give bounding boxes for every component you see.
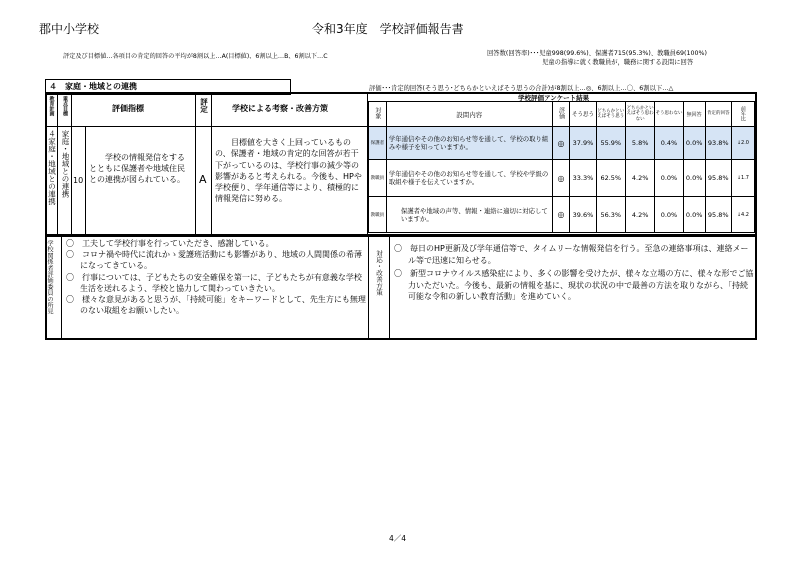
th-positive: 肯定的回答 <box>705 102 731 127</box>
header-rating: 評定 <box>199 98 209 113</box>
header-analysis: 学校による考察・改善方策 <box>232 104 328 113</box>
row-eval: ◎ <box>552 160 570 197</box>
row-no-answer: 0.0% <box>683 160 705 197</box>
survey-row <box>369 197 755 233</box>
plan-analysis: 目標値を大きく上回っているものの、保護者・地域の肯定的な回答が若干下がっているのは、学校行事の減少等の影響があると考えられる。今後も、HPや学校便り、学年通信等により、積極的に情報発信に努める。 <box>215 138 362 204</box>
row-prev: ↓2.0 <box>731 127 754 160</box>
row-no-answer: 0.0% <box>683 127 705 160</box>
row-somewhat-disagree: 4.2% <box>625 197 654 233</box>
row-positive: 95.8% <box>705 160 731 197</box>
plan-rating: A <box>199 173 207 186</box>
row-target: 教職員 <box>369 197 387 233</box>
row-prev: ↓4.2 <box>731 197 754 233</box>
th-evaluation: 評価 <box>552 102 570 127</box>
row-agree: 33.3% <box>570 160 596 197</box>
section-title: ４ 家庭・地域との連携 <box>49 82 137 91</box>
response-item: 〇 毎日のHP更新及び学年通信等で、タイムリーな情報発信を行う。至急の連絡事項は、連絡メール等で迅速に知らせる。 <box>394 244 749 265</box>
row-disagree: 0.0% <box>655 160 683 197</box>
respondents-subnote: 児童の指導に就く教職員が，職務に関する設問に回答 <box>542 59 694 66</box>
header-indicator: 評価指標 <box>112 104 144 113</box>
row-somewhat-agree: 56.3% <box>596 197 625 233</box>
response-comments <box>394 243 754 303</box>
row-somewhat-disagree: 4.2% <box>625 160 654 197</box>
header-education-plan: 教育計画 <box>48 96 55 116</box>
row-no-answer: 0.0% <box>683 197 705 233</box>
committee-item: 〇 工夫して学校行事を行っていただき、感謝している。 <box>66 239 274 248</box>
survey-block <box>368 92 757 236</box>
row-positive: 95.8% <box>705 197 731 233</box>
committee-comments <box>66 238 366 316</box>
report-title: 令和3年度 学校評価報告書 <box>312 22 464 36</box>
response-label: 対応・改善方策 <box>375 250 383 296</box>
row-question: 学年通信やその他のお知らせ等を通して、学校や学級の取組や様子を伝えていますか。 <box>386 160 552 197</box>
committee-item: 〇 行事については、子どもたちの安全確保を第一に、子どもたちが有意義な学校生活を送れるよう、学校と協力して関わっていきたい。 <box>66 272 362 293</box>
row-disagree: 0.4% <box>655 127 683 160</box>
th-somewhat-disagree: どちらかといえばそう思わない <box>625 102 654 127</box>
criteria-note: 評定及び目標値…各項目の肯定的回答の平均が8割以上…A(目標値)、6割以上…B、6割以下…C <box>63 53 328 60</box>
row-eval: ◎ <box>552 127 570 160</box>
plan-category: ４家庭・地域との連携 <box>47 130 57 205</box>
row-target: 保護者 <box>369 127 387 160</box>
th-question: 設問内容 <box>386 102 552 127</box>
plan-focus: 家庭・地域との連携 <box>61 130 70 198</box>
row-somewhat-agree: 62.5% <box>596 160 625 197</box>
header-focus-goal: 重点目標 <box>62 96 68 116</box>
th-prev-year: 前年比 <box>731 102 754 127</box>
row-somewhat-disagree: 5.8% <box>625 127 654 160</box>
response-item: 〇 新型コロナウイルス感染症により、多くの影響を受けたが、様々な立場の方に、様々な形でご協力いただいた。今後も、最新の情報を基に、現状の状況の中で最善の方法を取りながら、「持続可能な令和の新しい教育活動」を進めていく。 <box>394 269 754 302</box>
school-name: 郡中小学校 <box>39 22 100 36</box>
survey-row <box>369 127 755 160</box>
plan-indicator: 学校の情報発信をするとともに保護者や地域住民との連携が図られている。 <box>89 153 185 184</box>
th-agree: そう思う <box>570 102 596 127</box>
row-question: 学年通信やその他のお知らせ等を通して、学校の取り組みや様子を知っていますか。 <box>386 127 552 160</box>
row-positive: 93.8% <box>705 127 731 160</box>
survey-table <box>368 101 755 233</box>
row-agree: 39.6% <box>570 197 596 233</box>
header-survey-results: 学校評価アンケート結果 <box>518 94 590 102</box>
plan-number: 10 <box>73 176 84 185</box>
row-agree: 37.9% <box>570 127 596 160</box>
evaluation-legend: 評価･･･肯定的回答(そう思う･どちらかといえばそう思うの合計)が8割以上…◎、6割以上…〇、6割以下…△ <box>369 85 674 92</box>
row-somewhat-agree: 55.9% <box>596 127 625 160</box>
th-no-answer: 無回答 <box>683 102 705 127</box>
respondents-note: 回答数(回答率)･･･児童998(99.6%)、保護者715(95.3%)、教職員69(100%) <box>487 50 707 57</box>
row-target: 教職員 <box>369 160 387 197</box>
committee-item: 〇 様々な意見があると思うが、「持続可能」をキーワードとして、先生方にも無理のない取組をお願いしたい。 <box>66 295 366 316</box>
row-prev: ↓1.7 <box>731 160 754 197</box>
survey-row <box>369 160 755 197</box>
row-eval: ◎ <box>552 197 570 233</box>
row-question: 保護者や地域の声等、情報・連絡に適切に対応していますか。 <box>386 197 552 233</box>
th-somewhat-agree: どちらかといえばそう思う <box>596 102 625 127</box>
committee-item: 〇 コロナ禍や時代に流れかゝ愛護班活動にも影響があり、地域の人間関係の希薄になってきている。 <box>66 250 362 271</box>
th-target: 対象 <box>369 102 387 127</box>
th-disagree: そう思わない <box>655 102 683 127</box>
row-disagree: 0.0% <box>655 197 683 233</box>
page-number: 4／4 <box>389 534 407 543</box>
committee-label: 学校関係者評価委員の所見 <box>46 240 53 315</box>
